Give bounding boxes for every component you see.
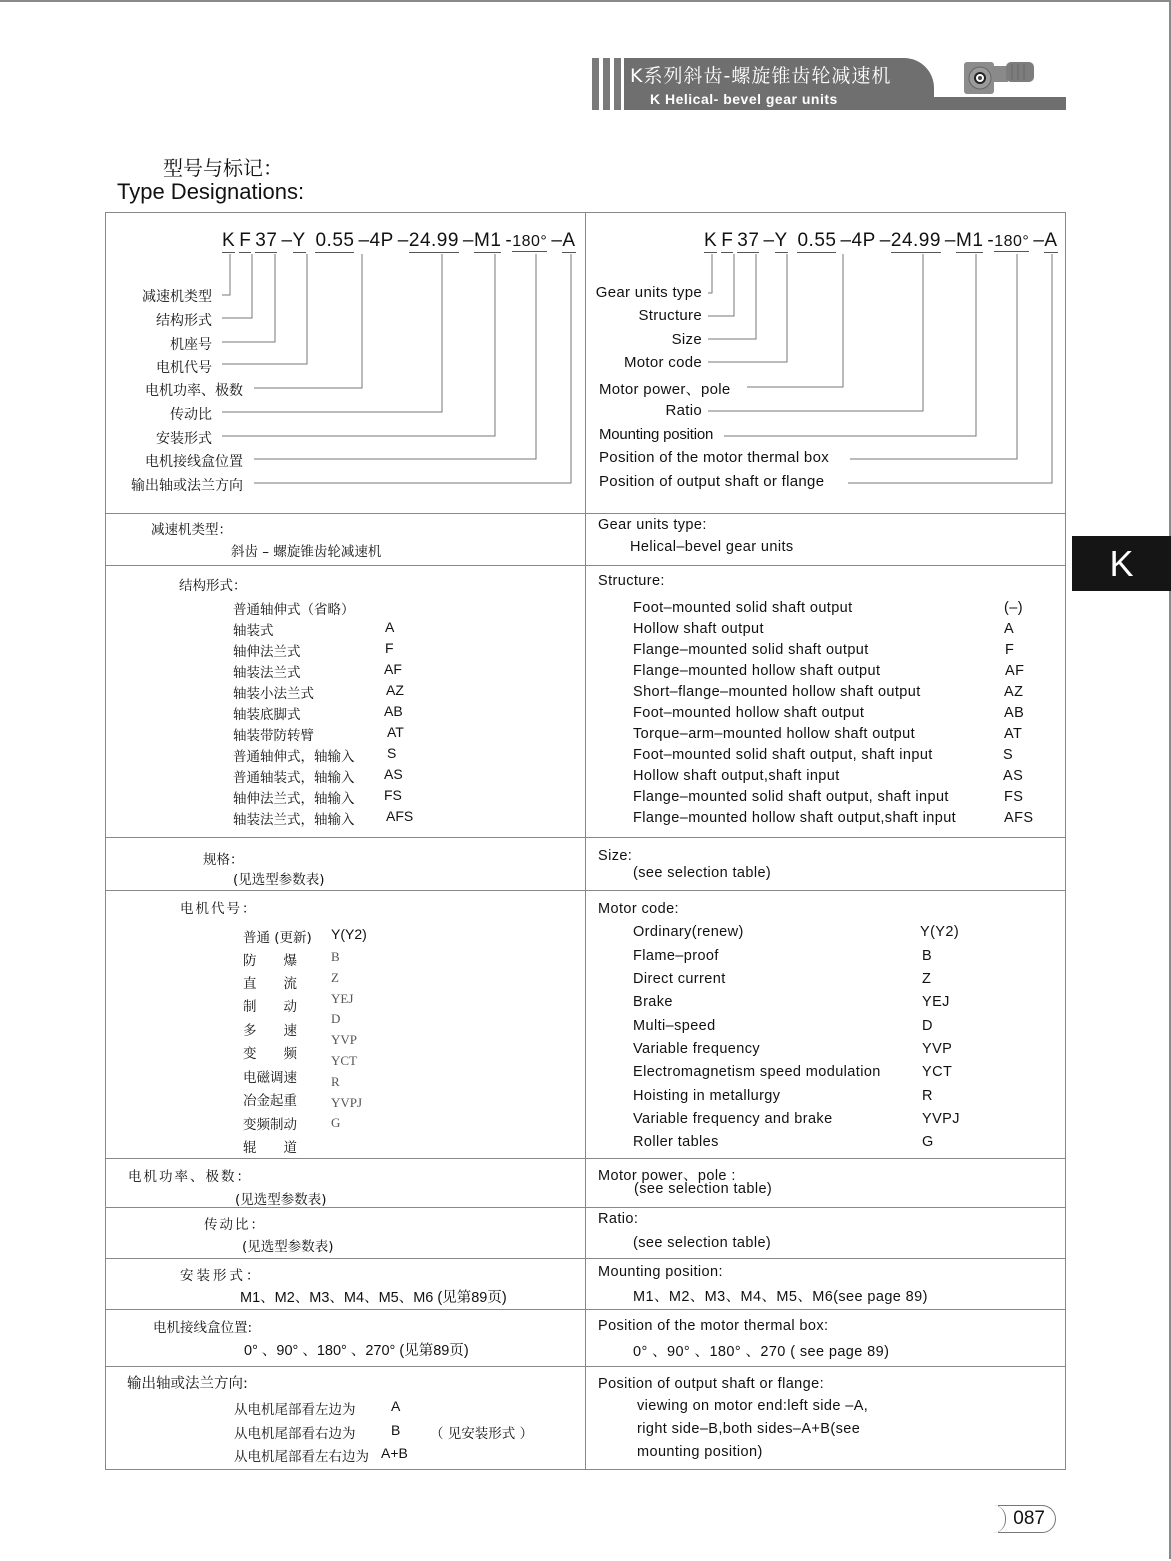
- row-divider: [105, 890, 1066, 891]
- label-mounting-cn: 安装形式: [156, 431, 212, 447]
- motor-code-value-cn: Y(Y2): [331, 926, 367, 942]
- label-motor-power-en: Motor power、pole: [599, 381, 731, 398]
- mounting-title-cn: 安装形式：: [180, 1268, 263, 1284]
- structure-item-cn: 轴伸法兰式: [233, 644, 301, 660]
- code-part: 180°: [512, 233, 548, 250]
- label-size-cn: 机座号: [170, 337, 212, 353]
- motor-code-item-en: Roller tables: [633, 1134, 719, 1150]
- output-shaft-line-en: right side–B,both sides–A+B(see: [637, 1421, 861, 1437]
- label-motor-code-cn: 电机代号: [156, 360, 212, 376]
- structure-title-en: Structure:: [598, 573, 665, 589]
- code-part: 0.55: [797, 230, 837, 251]
- structure-item-cn: 轴装法兰式，轴输入: [233, 812, 355, 828]
- row-divider: [105, 1309, 1066, 1310]
- structure-item-en: Foot–mounted hollow shaft output: [633, 705, 865, 721]
- structure-item-cn: 轴装法兰式: [233, 665, 301, 681]
- structure-code-en: FS: [1004, 789, 1024, 805]
- code-part: 37: [255, 230, 278, 251]
- code-part: M1: [474, 230, 502, 251]
- motor-power-title-cn: 电机功率、极数：: [128, 1169, 252, 1185]
- motor-code-item-cn: 防 爆: [243, 953, 297, 969]
- label-output-shaft-cn: 输出轴或法兰方向: [131, 478, 243, 494]
- mounting-value-cn: M1、M2、M3、M4、M5、M6 (见第89页): [240, 1290, 507, 1306]
- output-shaft-title-cn: 输出轴或法兰方向:: [127, 1376, 248, 1392]
- motor-power-value-en: (see selection table): [634, 1181, 773, 1197]
- motor-code-item-en: Hoisting in metallurgy: [633, 1088, 781, 1104]
- motor-code-value-cn: Z: [331, 970, 339, 985]
- gear-type-title-cn: 减速机类型：: [151, 522, 232, 538]
- gear-type-value-en: Helical–bevel gear units: [630, 539, 794, 555]
- structure-item-en: Short–flange–mounted hollow shaft output: [633, 684, 921, 700]
- code-part: F: [239, 230, 252, 251]
- size-title-cn: 规格：: [203, 852, 244, 868]
- structure-item-en: Flange–mounted solid shaft output: [633, 642, 869, 658]
- thermal-box-title-en: Position of the motor thermal box:: [598, 1318, 829, 1334]
- structure-item-en: Flange–mounted solid shaft output, shaft input: [633, 789, 949, 805]
- code-part: K: [222, 230, 236, 251]
- structure-code-cn: AS: [384, 766, 403, 782]
- structure-item-en: Hollow shaft output,shaft input: [633, 768, 840, 784]
- label-thermal-box-cn: 电机接线盒位置: [145, 454, 243, 470]
- label-ratio-cn: 传动比: [170, 407, 212, 423]
- label-structure-en: Structure: [638, 307, 702, 324]
- header-title-en: K Helical- bevel gear units: [650, 91, 838, 107]
- motor-code-value-cn: B: [331, 949, 340, 964]
- output-shaft-line-en: mounting position): [637, 1444, 763, 1460]
- motor-code-item-en: Direct current: [633, 971, 726, 987]
- label-motor-power-cn: 电机功率、极数: [145, 383, 243, 399]
- motor-code-item-en: Electromagnetism speed modulation: [633, 1064, 881, 1080]
- row-divider: [105, 513, 1066, 514]
- structure-item-cn: 普通轴装式，轴输入: [233, 770, 355, 786]
- code-part: Y: [774, 230, 788, 251]
- output-shaft-note-cn: （ 见安装形式 ）: [430, 1426, 534, 1442]
- output-shaft-item-cn: 从电机尾部看右边为: [234, 1426, 356, 1442]
- structure-item-cn: 轴伸法兰式，轴输入: [233, 791, 355, 807]
- label-output-shaft-en: Position of output shaft or flange: [599, 473, 825, 490]
- section-title-en: Type Designations:: [117, 179, 305, 204]
- structure-item-cn: 普通轴伸式（省略）: [233, 602, 355, 618]
- ratio-title-cn: 传动比：: [204, 1217, 266, 1233]
- structure-item-en: Flange–mounted hollow shaft output,shaft input: [633, 810, 957, 826]
- section-tab-k: K: [1072, 536, 1171, 591]
- structure-item-en: Foot–mounted solid shaft output: [633, 600, 853, 616]
- motor-code-item-cn: 变 频: [243, 1046, 297, 1062]
- structure-code-en: S: [1003, 747, 1014, 763]
- structure-title-cn: 结构形式：: [179, 578, 247, 594]
- structure-code-en: A: [1004, 621, 1015, 637]
- motor-code-value-en: YVPJ: [922, 1111, 960, 1127]
- structure-code-en: (–): [1004, 600, 1023, 616]
- structure-code-en: AF: [1005, 663, 1025, 679]
- label-gear-type-en: Gear units type: [595, 284, 702, 301]
- structure-item-en: Flange–mounted hollow shaft output: [633, 663, 881, 679]
- size-value-en: (see selection table): [633, 865, 772, 881]
- thermal-box-value-en: 0° 、90° 、180° 、270 ( see page 89): [633, 1344, 890, 1360]
- motor-code-item-en: Variable frequency and brake: [633, 1111, 833, 1127]
- header-title-cn: K系列斜齿-螺旋锥齿轮减速机: [630, 65, 892, 87]
- output-shaft-code-cn: B: [391, 1422, 401, 1438]
- motor-code-item-en: Variable frequency: [633, 1041, 761, 1057]
- motor-code-value-cn: YVP: [331, 1032, 358, 1047]
- motor-code-value-cn: D: [331, 1011, 341, 1026]
- designation-code-en: K F 37 –Y 0.55 –4P –24.99 –M1 -180° –A: [704, 230, 1058, 251]
- gear-motor-icon: [962, 58, 1038, 98]
- structure-code-cn: A: [385, 619, 395, 635]
- mounting-value-en: M1、M2、M3、M4、M5、M6(see page 89): [633, 1289, 928, 1305]
- output-shaft-title-en: Position of output shaft or flange:: [598, 1376, 824, 1392]
- structure-item-cn: 普通轴伸式，轴输入: [233, 749, 355, 765]
- motor-code-value-cn: G: [331, 1115, 341, 1130]
- row-divider: [105, 1258, 1066, 1259]
- motor-code-title-en: Motor code:: [598, 901, 679, 917]
- code-part: 24.99: [890, 230, 941, 251]
- motor-code-value-en: Z: [922, 971, 932, 987]
- structure-code-en: AT: [1004, 726, 1023, 742]
- motor-code-item-en: Ordinary(renew): [633, 924, 744, 940]
- motor-code-value-en: YCT: [922, 1064, 953, 1080]
- motor-code-item-cn: 多 速: [243, 1023, 297, 1039]
- gear-type-value-cn: 斜齿 – 螺旋锥齿轮减速机: [231, 544, 382, 560]
- size-value-cn: (见选型参数表): [233, 872, 325, 888]
- gear-type-title-en: Gear units type:: [598, 517, 707, 533]
- label-structure-cn: 结构形式: [156, 313, 212, 329]
- motor-code-value-cn: YCT: [331, 1053, 357, 1068]
- structure-item-en: Hollow shaft output: [633, 621, 764, 637]
- thermal-box-title-cn: 电机接线盒位置:: [153, 1320, 253, 1336]
- structure-code-cn: AT: [387, 724, 404, 740]
- motor-code-item-cn: 辊 道: [243, 1140, 297, 1156]
- structure-code-en: AFS: [1004, 810, 1034, 826]
- motor-code-item-cn: 冶金起重: [243, 1093, 297, 1109]
- ratio-value-cn: (见选型参数表): [242, 1239, 334, 1255]
- motor-code-title-cn: 电机代号：: [180, 901, 258, 917]
- motor-code-item-en: Brake: [633, 994, 673, 1010]
- section-title-cn: 型号与标记：: [163, 156, 283, 180]
- column-divider: [585, 212, 586, 1470]
- structure-code-en: F: [1005, 642, 1015, 658]
- motor-code-value-en: YVP: [922, 1041, 953, 1057]
- code-part: 4P: [369, 230, 394, 251]
- motor-code-value-en: R: [922, 1088, 933, 1104]
- structure-code-en: AZ: [1004, 684, 1024, 700]
- structure-code-en: AB: [1004, 705, 1025, 721]
- label-size-en: Size: [671, 331, 702, 348]
- motor-code-value-cn: YEJ: [331, 991, 354, 1006]
- motor-code-value-en: G: [922, 1134, 934, 1150]
- structure-code-cn: S: [387, 745, 397, 761]
- code-part: A: [562, 230, 576, 251]
- structure-code-cn: AZ: [386, 682, 404, 698]
- structure-item-en: Torque–arm–mounted hollow shaft output: [633, 726, 916, 742]
- motor-code-value-en: YEJ: [922, 994, 950, 1010]
- structure-item-cn: 轴装小法兰式: [233, 686, 314, 702]
- output-shaft-item-cn: 从电机尾部看左边为: [234, 1402, 356, 1418]
- motor-power-value-cn: (见选型参数表): [235, 1192, 327, 1208]
- mounting-title-en: Mounting position:: [598, 1264, 723, 1280]
- structure-code-cn: AFS: [386, 808, 414, 824]
- structure-code-cn: AF: [384, 661, 402, 677]
- motor-code-value-cn: R: [331, 1074, 340, 1089]
- label-gear-type-cn: 减速机类型: [142, 289, 212, 305]
- motor-code-item-cn: 直 流: [243, 976, 297, 992]
- row-divider: [105, 1158, 1066, 1159]
- output-shaft-item-cn: 从电机尾部看左右边为: [234, 1449, 369, 1465]
- ratio-title-en: Ratio:: [598, 1211, 639, 1227]
- label-motor-code-en: Motor code: [623, 354, 702, 371]
- motor-code-item-cn: 电磁调速: [243, 1070, 297, 1086]
- row-divider: [105, 1366, 1066, 1367]
- label-thermal-box-en: Position of the motor thermal box: [599, 449, 830, 466]
- code-part: Y: [292, 230, 306, 251]
- structure-code-en: AS: [1003, 768, 1024, 784]
- page-number: 087: [998, 1505, 1056, 1533]
- code-part: M1: [956, 230, 984, 251]
- motor-code-value-cn: YVPJ: [331, 1095, 363, 1110]
- size-title-en: Size:: [598, 848, 633, 864]
- label-ratio-en: Ratio: [665, 402, 702, 419]
- motor-code-item-cn: 普通 (更新): [243, 930, 312, 946]
- row-divider: [105, 837, 1066, 838]
- output-shaft-line-en: viewing on motor end:left side –A,: [637, 1398, 869, 1414]
- code-part: 180°: [994, 233, 1030, 250]
- motor-code-item-cn: 变频制动: [243, 1117, 297, 1133]
- structure-code-cn: AB: [384, 703, 403, 719]
- code-part: A: [1044, 230, 1058, 251]
- structure-item-en: Foot–mounted solid shaft output, shaft input: [633, 747, 933, 763]
- row-divider: [105, 565, 1066, 566]
- label-mounting-en: Mounting position: [599, 426, 714, 443]
- structure-code-cn: F: [385, 640, 394, 656]
- motor-code-item-en: Multi–speed: [633, 1018, 716, 1034]
- code-part: 4P: [851, 230, 876, 251]
- structure-item-cn: 轴装式: [233, 623, 274, 639]
- motor-code-value-en: D: [922, 1018, 933, 1034]
- output-shaft-code-cn: A+B: [381, 1445, 408, 1461]
- structure-item-cn: 轴装带防转臂: [233, 728, 314, 744]
- code-part: 0.55: [315, 230, 355, 251]
- code-part: 24.99: [408, 230, 459, 251]
- motor-power-title-en: Motor power、pole :: [598, 1168, 736, 1184]
- motor-code-value-en: Y(Y2): [920, 924, 960, 940]
- ratio-value-en: (see selection table): [633, 1235, 772, 1251]
- code-part: F: [721, 230, 734, 251]
- motor-code-value-en: B: [922, 948, 933, 964]
- thermal-box-value-cn: 0° 、90° 、180° 、270° (见第89页): [244, 1343, 469, 1359]
- structure-code-cn: FS: [384, 787, 402, 803]
- output-shaft-code-cn: A: [391, 1398, 401, 1414]
- designation-code-cn: K F 37 –Y 0.55 –4P –24.99 –M1 -180° –A: [222, 230, 576, 251]
- motor-code-item-en: Flame–proof: [633, 948, 719, 964]
- structure-item-cn: 轴装底脚式: [233, 707, 301, 723]
- code-part: 37: [737, 230, 760, 251]
- code-part: K: [704, 230, 718, 251]
- motor-code-item-cn: 制 动: [243, 999, 297, 1015]
